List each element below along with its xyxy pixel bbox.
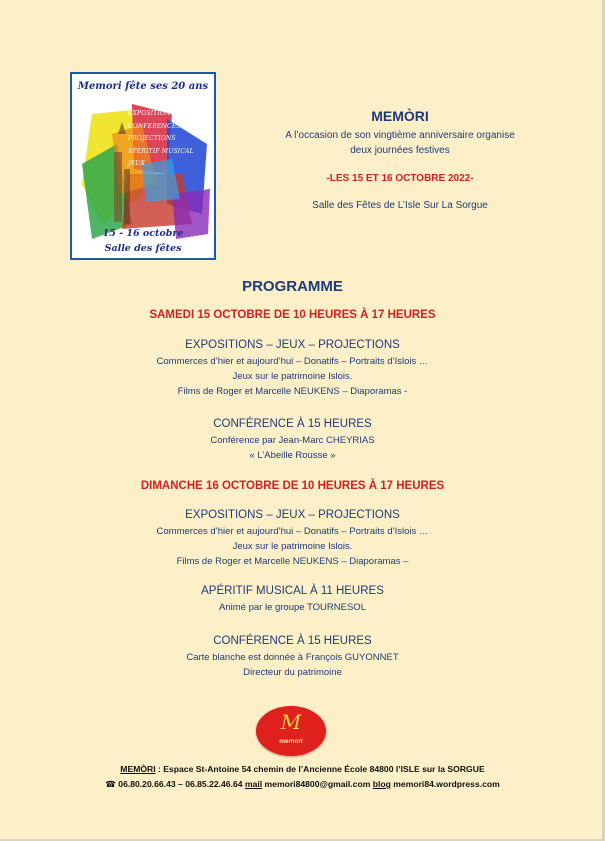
day1-conference-line: Conférence par Jean-Marc CHEYRIAS: [210, 435, 375, 446]
poster-title: Memori fête ses 20 ans: [77, 81, 209, 92]
footer-phones: 06.80.20.66.43 – 06.85.22.46.64: [115, 779, 245, 789]
organization-title: MEMÒRI: [371, 108, 429, 124]
day2-conference-line: Directeur du patrimoine: [243, 667, 342, 678]
day2-exhibitions-line: Films de Roger et Marcelle NEUKENS – Diaporamas –: [176, 556, 409, 567]
day2-exhibitions-line: Jeux sur le patrimoine Islois.: [232, 541, 353, 552]
poster-item: EXPOSITIONS: [128, 110, 175, 117]
poster-item: APERITIF MUSICAL: [128, 147, 194, 155]
footer-mail-label: mail: [244, 779, 263, 789]
day1-exhibitions-line: Jeux sur le patrimoine Islois.: [232, 371, 353, 382]
phone-icon: ☎: [105, 779, 116, 789]
footer-address-text: : Espace St-Antoine 54 chemin de l’Ancienne École 84800 l’ISLE sur la SORGUE: [155, 764, 485, 774]
day2-aperitif-line: Animé par le groupe TOURNESOL: [219, 602, 366, 613]
poster-date-block: [72, 226, 214, 256]
day2-conference-title: CONFÉRENCE À 15 HEURES: [213, 635, 372, 647]
day1-conference-title: CONFÉRENCE À 15 HEURES: [213, 418, 372, 430]
intro-line-1: A l’occasion de son vingtième anniversaire organise: [285, 130, 515, 141]
logo-monogram: M: [280, 710, 302, 734]
poster-item: JEUX: [128, 160, 145, 168]
programme-title: PROGRAMME: [242, 278, 343, 295]
day1-exhibitions-title: EXPOSITIONS – JEUX – PROJECTIONS: [185, 339, 400, 351]
day1-exhibitions-line: Films de Roger et Marcelle NEUKENS – Diaporamas -: [177, 386, 408, 397]
logo-label: memori: [279, 738, 303, 745]
day1-conference-line: « L’Abeille Rousse »: [249, 450, 336, 461]
event-dates: -LES 15 ET 16 OCTOBRE 2022-: [326, 173, 474, 184]
footer-mail: memori84800@gmail.com: [262, 779, 373, 789]
event-poster-image: [70, 72, 216, 260]
poster-dates: 15 - 16 octobre: [102, 228, 184, 239]
day2-aperitif-title: APÉRITIF MUSICAL À 11 HEURES: [201, 585, 384, 597]
memori-logo: [256, 706, 326, 756]
poster-venue: Salle des fêtes: [104, 243, 182, 254]
footer-blog-label: blog: [372, 779, 391, 789]
poster-item: CONFERENCES: [128, 122, 181, 130]
event-venue: Salle des Fêtes de L’Isle Sur La Sorgue: [312, 200, 488, 211]
day2-exhibitions-title: EXPOSITIONS – JEUX – PROJECTIONS: [185, 509, 400, 521]
day2-exhibitions-line: Commerces d’hier et aujourd’hui – Donatifs – Portraits d’Islois …: [156, 526, 429, 537]
day2-heading: DIMANCHE 16 OCTOBRE DE 10 HEURES À 17 HEURES: [140, 480, 445, 492]
day1-heading: SAMEDI 15 OCTOBRE DE 10 HEURES À 17 HEURES: [149, 309, 436, 321]
footer-org-label: MEMÒRI: [120, 764, 156, 774]
footer-address: [0, 764, 605, 774]
day1-exhibitions-line: Commerces d’hier et aujourd’hui – Donatifs – Portraits d’Islois …: [156, 356, 429, 367]
poster-item: PROJECTIONS: [128, 135, 176, 143]
day2-conference-line: Carte blanche est donnée à François GUYONNET: [186, 652, 399, 663]
poster-activity-list: [128, 108, 212, 171]
intro-line-2: deux journées festives: [350, 145, 450, 156]
footer-blog: memori84.wordpress.com: [390, 779, 500, 789]
footer-contacts: [0, 779, 605, 790]
